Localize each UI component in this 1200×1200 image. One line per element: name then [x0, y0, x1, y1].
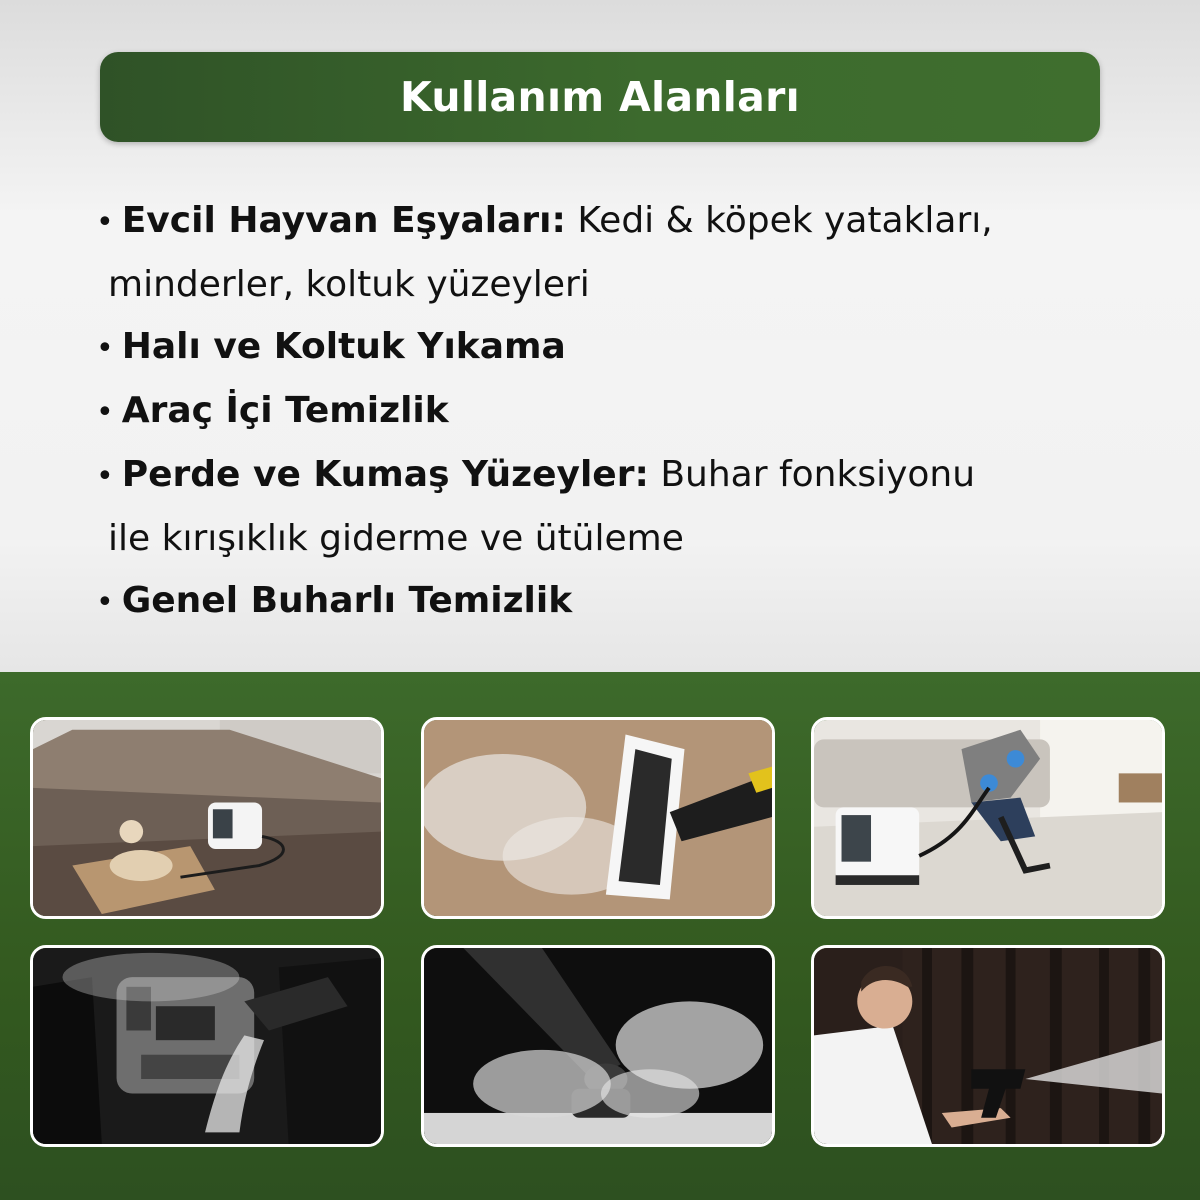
page-title: Kullanım Alanları [400, 73, 800, 121]
bullet: • [96, 205, 114, 240]
photo-curtain-steam [811, 945, 1165, 1147]
photo-steam-brush [421, 945, 775, 1147]
photo-pet-bed [30, 717, 384, 919]
photo-steam-fabric [421, 717, 775, 919]
usage-item-heading: Araç İçi Temizlik [121, 390, 449, 431]
title-banner [100, 52, 1100, 142]
usage-item-text: Buhar fonksiyonu [648, 454, 976, 495]
usage-item-pets [96, 190, 1116, 316]
usage-item-curtain [96, 444, 1116, 570]
bullet: • [96, 331, 114, 366]
usage-item-heading: Perde ve Kumaş Yüzeyler: [121, 454, 649, 495]
usage-item-continuation: ile kırışıklık giderme ve ütüleme [108, 518, 684, 559]
usage-item-text: Kedi & köpek yatakları, [565, 200, 993, 241]
photo-carpet-cleaning [811, 717, 1165, 919]
usage-item-car [96, 380, 1116, 444]
bullet: • [96, 585, 114, 620]
usage-item-heading: Halı ve Koltuk Yıkama [121, 326, 566, 367]
photo-car-interior [30, 945, 384, 1147]
usage-item-general [96, 570, 1116, 634]
usage-item-heading: Evcil Hayvan Eşyaları: [121, 200, 566, 241]
usage-item-heading: Genel Buharlı Temizlik [121, 580, 573, 621]
usage-list [96, 190, 1116, 634]
bullet: • [96, 459, 114, 494]
usage-item-continuation: minderler, koltuk yüzeyleri [108, 264, 590, 305]
usage-item-carpet [96, 316, 1116, 380]
bullet: • [96, 395, 114, 430]
